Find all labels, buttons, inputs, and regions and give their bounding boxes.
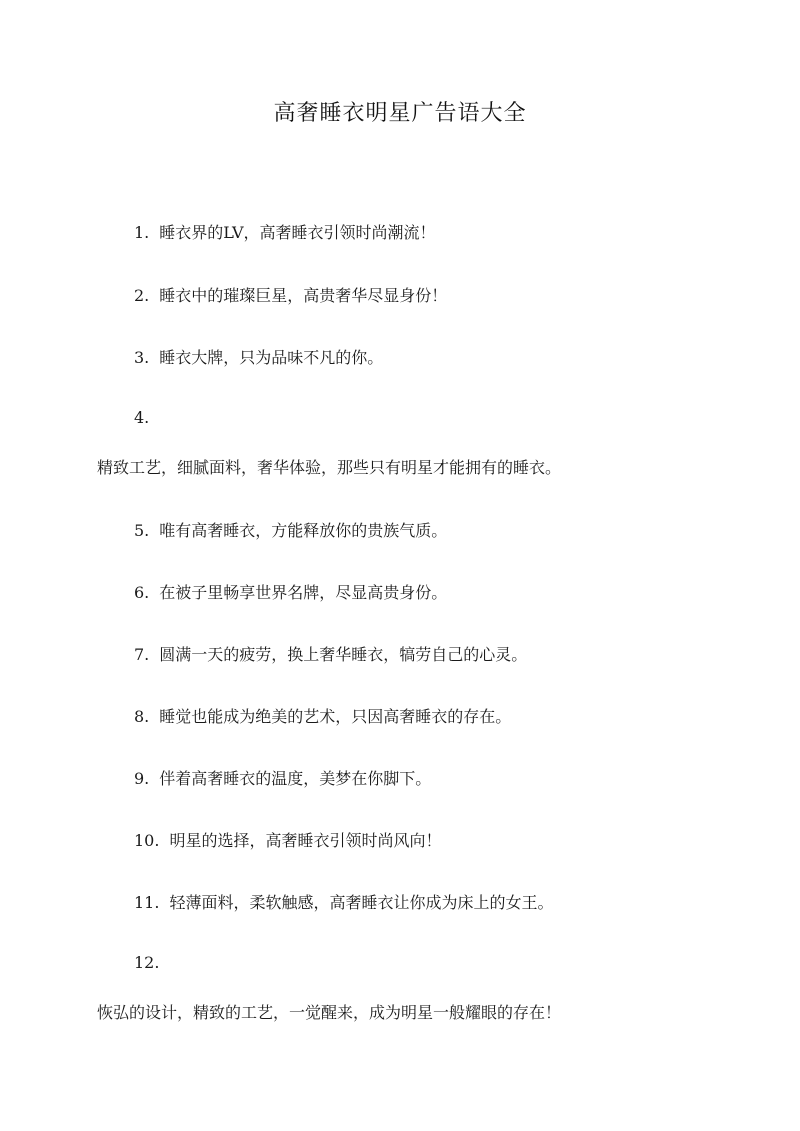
- item-text: 睡衣界的LV，高奢睡衣引领时尚潮流！: [159, 223, 436, 242]
- list-item: [134, 890, 553, 913]
- list-item: [134, 220, 436, 243]
- item-text: 唯有高奢睡衣，方能释放你的贵族气质。: [159, 521, 448, 540]
- item-text: 明星的选择，高奢睡衣引领时尚风向！: [169, 831, 442, 850]
- item-number: 6.: [134, 583, 150, 602]
- item-number: 3.: [134, 348, 150, 367]
- item-number: 2.: [134, 286, 150, 305]
- item-number: 5.: [134, 521, 150, 540]
- item-number: 7.: [134, 645, 150, 664]
- item-text: 恢弘的设计，精致的工艺，一觉醒来，成为明星一般耀眼的存在！: [97, 1003, 562, 1022]
- item-text: 精致工艺，细腻面料，奢华体验，那些只有明星才能拥有的睡衣。: [97, 458, 562, 477]
- list-item: [134, 580, 447, 603]
- item-text: 睡觉也能成为绝美的艺术，只因高奢睡衣的存在。: [159, 707, 512, 726]
- item-text: 在被子里畅享世界名牌，尽显高贵身份。: [159, 583, 448, 602]
- item-number: 1.: [134, 223, 150, 242]
- item-text: 睡衣中的璀璨巨星，高贵奢华尽显身份！: [159, 286, 448, 305]
- list-item: [134, 518, 447, 541]
- item-number: 9.: [134, 769, 150, 788]
- item-text: 轻薄面料，柔软触感，高奢睡衣让你成为床上的女王。: [169, 893, 554, 912]
- item-number: 10.: [134, 831, 160, 850]
- item-text: 伴着高奢睡衣的温度，美梦在你脚下。: [159, 769, 432, 788]
- list-item: [134, 345, 383, 368]
- item-text: 睡衣大牌，只为品味不凡的你。: [159, 348, 384, 367]
- item-number: 4.: [134, 408, 150, 427]
- list-item: [134, 766, 431, 789]
- list-item: [134, 704, 511, 727]
- list-item: [134, 642, 527, 665]
- list-item: [134, 283, 447, 306]
- item-number: 11.: [134, 893, 160, 912]
- document-title: 高奢睡衣明星广告语大全: [273, 101, 527, 126]
- list-item: [134, 828, 441, 851]
- item-text: 圆满一天的疲劳，换上奢华睡衣，犒劳自己的心灵。: [159, 645, 528, 664]
- item-number: 8.: [134, 707, 150, 726]
- item-number: 12.: [134, 953, 160, 972]
